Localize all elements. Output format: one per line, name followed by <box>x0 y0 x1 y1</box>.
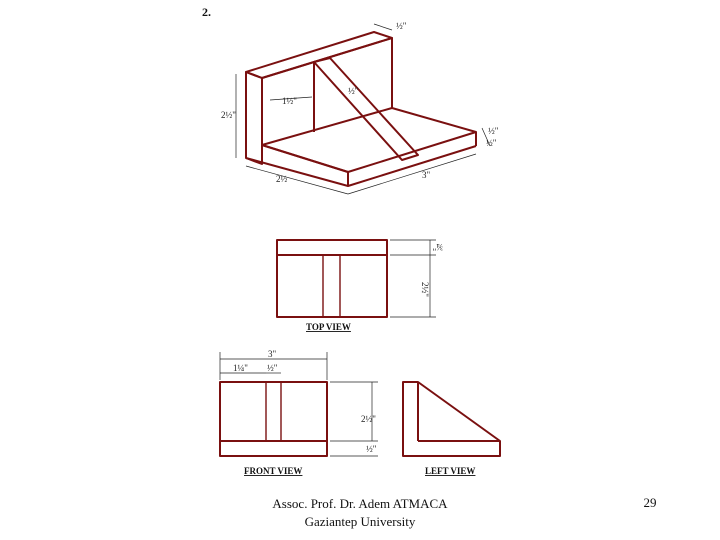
footer-credits <box>230 495 490 531</box>
iso-dim-top-label: ½" <box>396 21 407 31</box>
front-view-dim-base: ½" <box>366 444 377 454</box>
iso-base-top <box>262 108 476 172</box>
iso-back-wall-top <box>246 32 392 78</box>
footer-author: Assoc. Prof. Dr. Adem ATMACA <box>272 496 448 511</box>
iso-dim-right-label: ½" <box>488 126 499 136</box>
footer-university: Gaziantep University <box>304 514 416 529</box>
top-view-outline <box>277 240 387 317</box>
front-view-dim-total: 3" <box>268 349 277 359</box>
iso-dim-slot-label-2: ½" <box>348 86 359 96</box>
top-view-dim-depth: 2½" <box>420 282 430 297</box>
iso-rib <box>314 58 418 160</box>
front-view-dim-height: 2½" <box>361 414 376 424</box>
top-view-label: TOP VIEW <box>306 322 351 332</box>
front-view-dim-offset: 1¼" <box>233 363 248 373</box>
front-view-label: FRONT VIEW <box>244 466 303 476</box>
page-number: 29 <box>643 495 657 510</box>
iso-dim-slot-label: 1½" <box>282 96 297 106</box>
problem-number: 2. <box>202 5 211 19</box>
iso-dim-right-label-2: ½" <box>486 138 497 148</box>
iso-dim-bottom-right <box>348 154 476 194</box>
left-view-label: LEFT VIEW <box>425 466 476 476</box>
iso-dim-height-label: 2½" <box>221 110 236 120</box>
iso-dim-top <box>374 24 392 30</box>
top-view <box>277 240 443 332</box>
front-view-dim-rib: ½" <box>267 363 278 373</box>
top-view-dim-thickness: ¾" <box>432 242 443 252</box>
iso-dim-bottom-left-label: 2½ <box>276 174 288 184</box>
left-view <box>403 382 500 476</box>
iso-dim-bottom-right-label: 3" <box>422 170 431 180</box>
front-view-outline <box>220 382 327 456</box>
iso-dim-bottom-left <box>246 166 348 194</box>
isometric-view <box>221 21 499 194</box>
iso-back-wall-front-face <box>246 72 262 164</box>
front-view <box>220 349 378 476</box>
iso-base-inner-edge <box>262 145 348 172</box>
